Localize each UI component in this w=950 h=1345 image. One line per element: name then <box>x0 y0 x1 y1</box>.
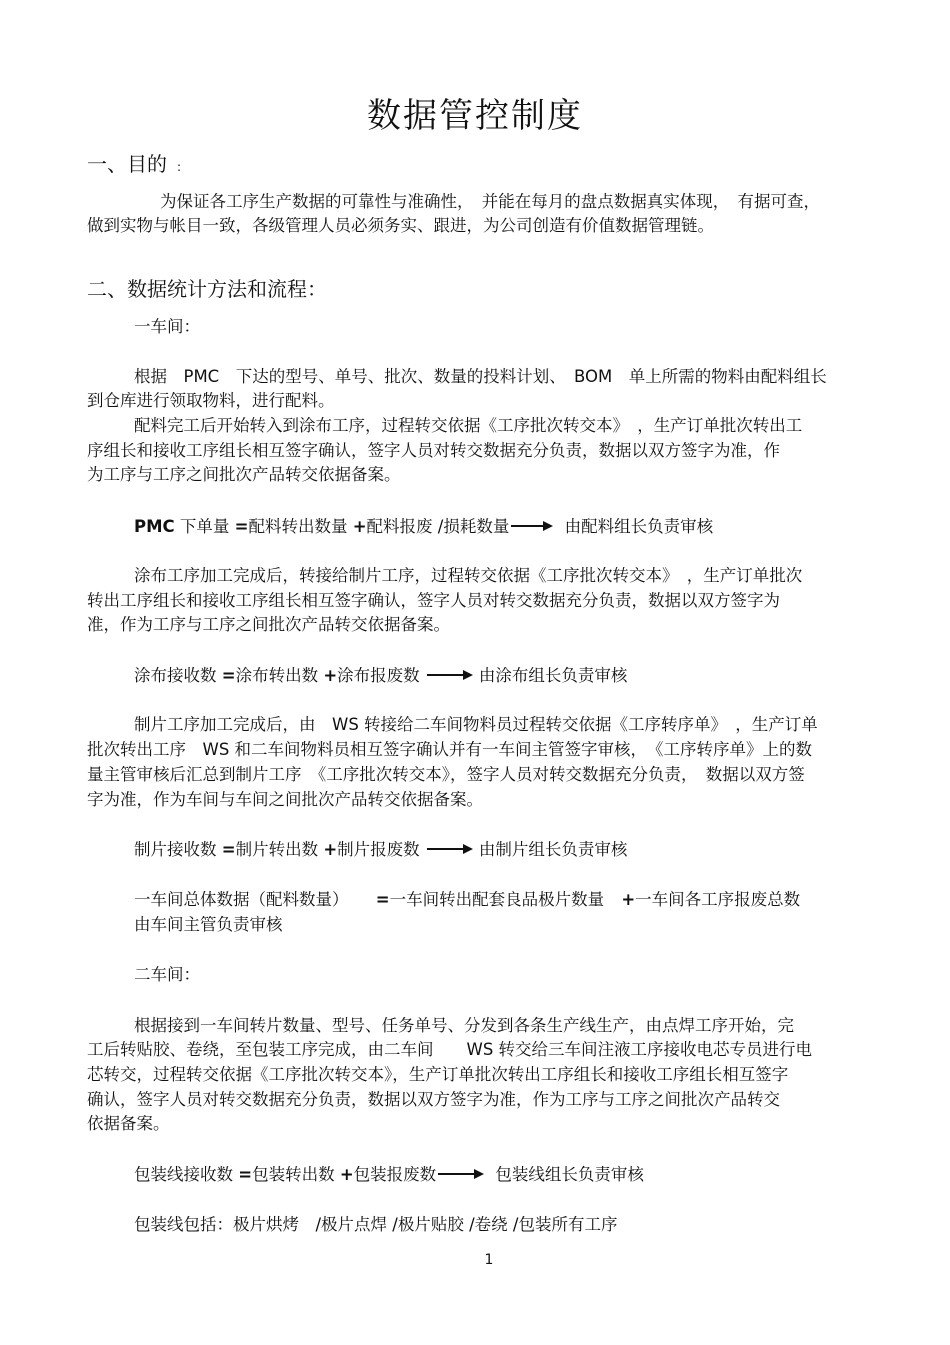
formula-coating-lhs: 涂布接收数 <box>134 666 217 685</box>
p2-line-5: 为工序与工序之间批次产品转交依据备案。 <box>87 465 401 484</box>
formula-slicing-eq: = <box>221 840 236 859</box>
formula-total-plus: + <box>621 890 636 909</box>
document-title: 数据管控制度 <box>367 96 583 136</box>
formula-slicing-note: 由制片组长负责审核 <box>478 840 628 859</box>
p4-line-2: 批次转出工序 WS 和二车间物料员相互签字确认并有一车间主管签字审核， 《工序转序单》上的数 <box>87 740 813 759</box>
workshop-2-label: 二车间： <box>134 965 200 984</box>
p5-line-2: 工后转贴胶、卷绕，至包装工序完成，由二车间 WS 转交给三车间注液工序接收电芯专员进行电 <box>87 1040 813 1059</box>
formula-packing-term1: 包装转出数 <box>252 1165 335 1184</box>
p4-line-4: 字为准，作为车间与车间之间批次产品转交依据备案。 <box>87 790 483 809</box>
p2-line-2: 到仓库进行领取物料，进行配料。 <box>87 391 335 410</box>
section-purpose-colon: : <box>177 160 182 174</box>
p5-line-3: 芯转交，过程转交依据《工序批次转交本》，生产订单批次转出工序组长和接收工序组长相互签字 <box>87 1065 789 1084</box>
formula-coating-note: 由涂布组长负责审核 <box>478 666 628 685</box>
p5-line-5: 依据备案。 <box>87 1114 170 1133</box>
p5-line-1: 根据接到一车间转片数量、型号、任务单号、分发到各条生产线生产，由点焊工序开始，完 <box>134 1016 794 1035</box>
p3-line-2: 转出工序组长和接收工序组长相互签字确认，签字人员对转交数据充分负责，数据以双方签字为 <box>87 591 780 610</box>
purpose-line-1: 为保证各工序生产数据的可靠性与准确性， 并能在每月的盘点数据真实体现， 有据可查， <box>160 192 820 211</box>
p3-line-3: 准，作为工序与工序之间批次产品转交依据备案。 <box>87 615 450 634</box>
p2-line-3: 配料完工后开始转入到涂布工序，过程转交依据《工序批次转交本》 ，生产订单批次转出工 <box>134 416 803 435</box>
formula-total-note: 由车间主管负责审核 <box>134 915 283 934</box>
section-method-heading: 二、数据统计方法和流程： <box>87 277 327 301</box>
formula-coating-term2: 涂布报废数 <box>337 666 420 685</box>
formula-total-lhs: 一车间总体数据（配料数量） <box>134 890 349 909</box>
formula-slicing-term2: 制片报废数 <box>337 840 420 859</box>
p2-line-4: 序组长和接收工序组长相互签字确认，签字人员对转交数据充分负责，数据以双方签字为准，作 <box>87 441 780 460</box>
page-number: 1 <box>484 1252 494 1268</box>
formula-coating-eq: = <box>221 666 236 685</box>
p5-line-4: 确认，签字人员对转交数据充分负责，数据以双方签字为准，作为工序与工序之间批次产品转交 <box>87 1090 780 1109</box>
formula-coating-term1: 涂布转出数 <box>235 666 319 685</box>
formula-coating <box>134 665 627 687</box>
formula-batching-pmc: PMC <box>134 517 175 536</box>
formula-packing-plus: + <box>339 1165 354 1184</box>
formula-batching-term1: 配料转出数量 <box>248 517 348 536</box>
formula-total-eq: = <box>375 890 390 909</box>
p4-line-1: 制片工序加工完成后，由 WS 转接给二车间物料员过程转交依据《工序转序单》 ，生产订单 <box>134 715 818 734</box>
formula-slicing-term1: 制片转出数 <box>235 840 319 859</box>
p2-line-1: 根据 PMC 下达的型号、单号、批次、数量的投料计划、 BOM 单上所需的物料由配料组长 <box>134 367 827 386</box>
formula-packing <box>134 1164 644 1186</box>
formula-slicing-plus: + <box>323 840 338 859</box>
formula-batching-lhs: 下单量 <box>179 517 230 536</box>
formula-coating-plus: + <box>323 666 338 685</box>
right-arrow-icon <box>427 670 473 680</box>
section-purpose-heading <box>87 151 181 180</box>
formula-batching-plus: + <box>352 517 367 536</box>
formula-batching-eq: = <box>234 517 249 536</box>
packing-line-scope: 包装线包括：极片烘烤 /极片点焊 /极片贴胶 /卷绕 /包装所有工序 <box>134 1215 618 1234</box>
section-purpose-title: 一、目的 <box>87 152 167 176</box>
formula-workshop-total <box>134 889 800 911</box>
formula-total-term1: 一车间转出配套良品极片数量 <box>389 890 605 909</box>
formula-total-term2: 一车间各工序报废总数 <box>635 890 801 909</box>
formula-packing-term2: 包装报废数 <box>353 1165 437 1184</box>
formula-batching-note: 由配料组长负责审核 <box>564 517 714 536</box>
formula-slicing <box>134 839 627 861</box>
purpose-line-2: 做到实物与帐目一致，各级管理人员必须务实、跟进，为公司创造有价值数据管理链。 <box>87 216 714 235</box>
formula-packing-lhs: 包装线接收数 <box>134 1165 233 1184</box>
right-arrow-icon <box>427 844 473 854</box>
p3-line-1: 涂布工序加工完成后，转接给制片工序，过程转交依据《工序批次转交本》 ，生产订单批次 <box>134 566 803 585</box>
right-arrow-icon <box>511 521 553 531</box>
workshop-1-label: 一车间： <box>134 317 200 336</box>
formula-packing-note: 包装线组长负责审核 <box>495 1165 644 1184</box>
formula-slicing-lhs: 制片接收数 <box>134 840 217 859</box>
p4-line-3: 量主管审核后汇总到制片工序 《工序批次转交本》，签字人员对转交数据充分负责， 数据以双方签 <box>87 765 805 784</box>
right-arrow-icon <box>438 1169 484 1179</box>
formula-packing-eq: = <box>238 1165 253 1184</box>
formula-batching-term2: 配料报废 /损耗数量 <box>366 517 510 536</box>
formula-batching <box>134 516 713 538</box>
